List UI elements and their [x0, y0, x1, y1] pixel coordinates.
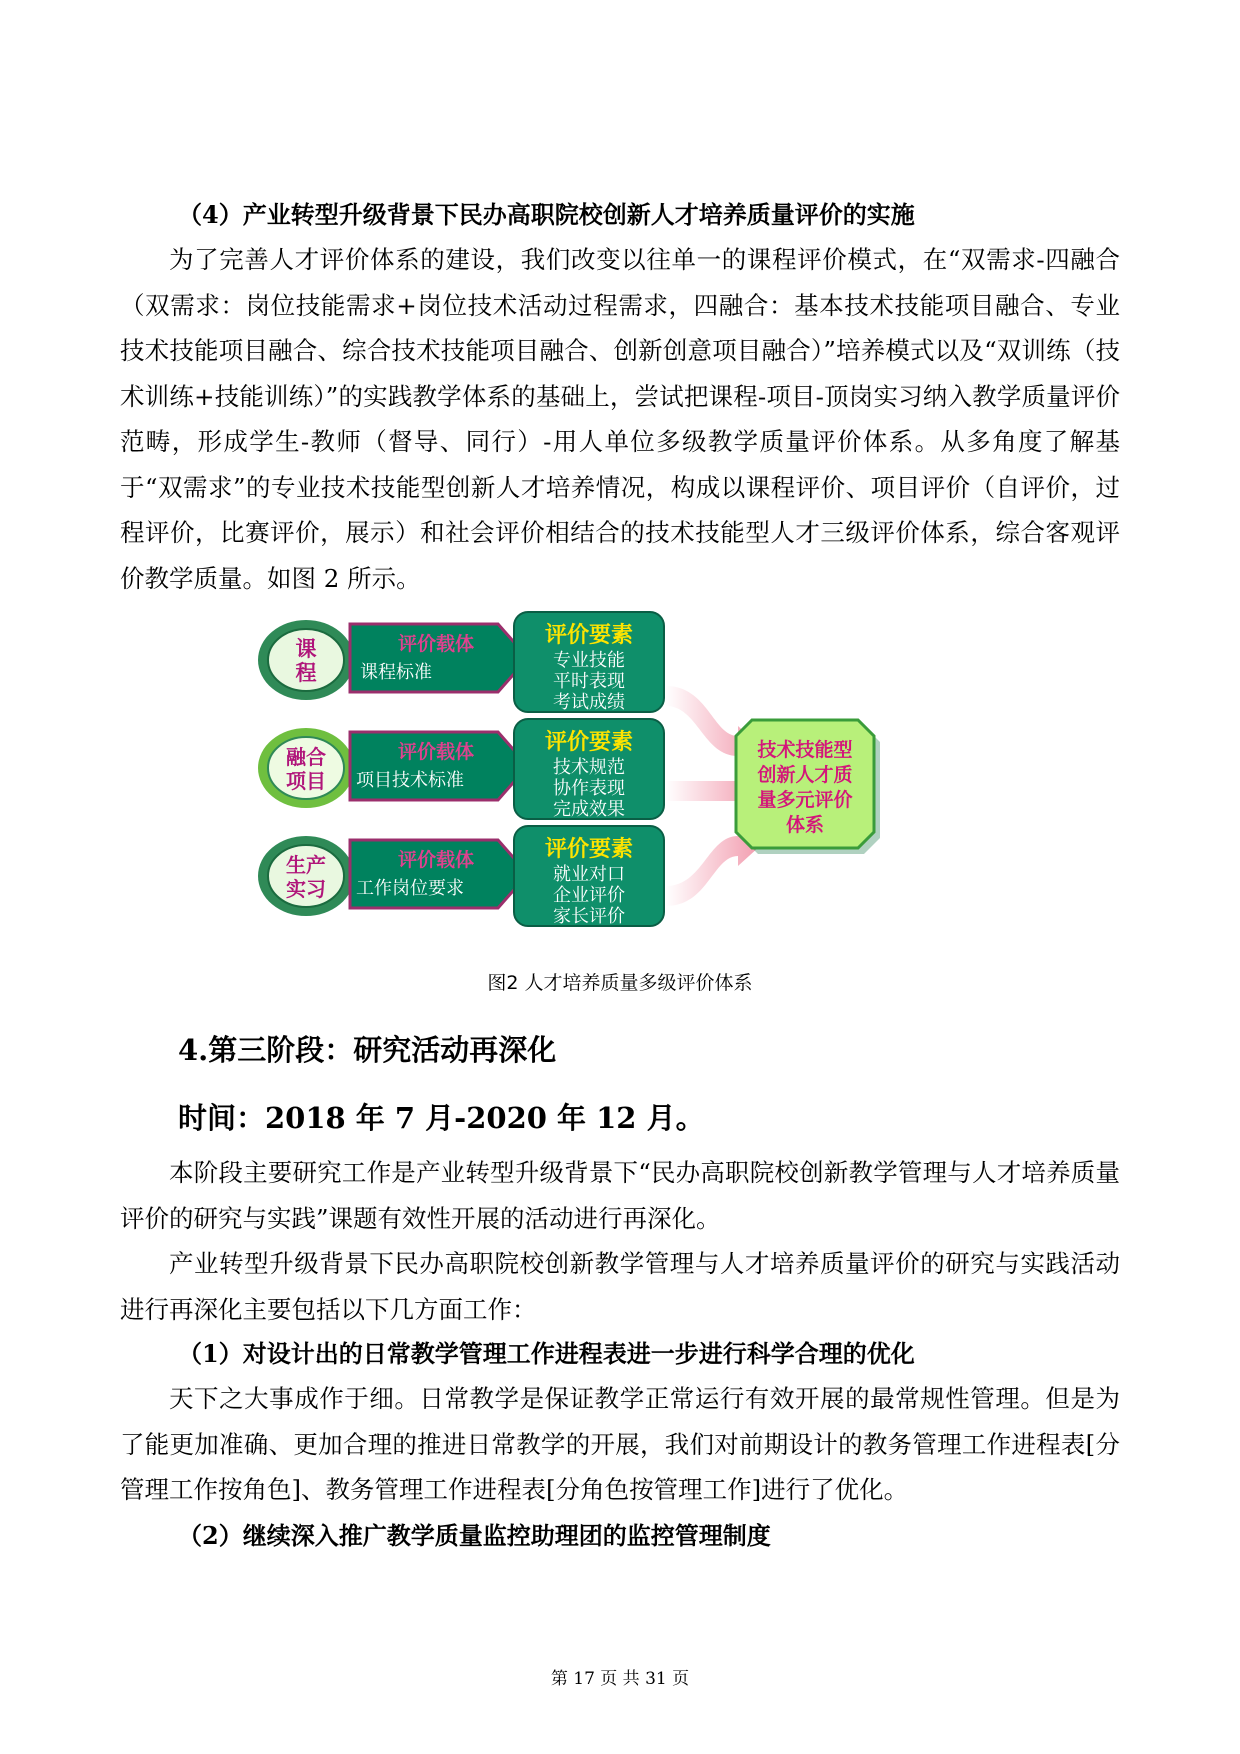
carrier-text: 项目技术标准: [356, 770, 464, 791]
result-text-line: 技术技能型: [757, 739, 853, 761]
carrier-title: 评价载体: [398, 741, 475, 763]
element-item: 平时表现: [553, 671, 625, 692]
result-text-line: 体系: [785, 814, 825, 836]
circle-text-line1: 融合: [286, 745, 326, 769]
element-item: 技术规范: [553, 757, 625, 778]
item1-paragraph: 天下之大事成作于细。日常教学是保证教学正常运行有效开展的最常规性管理。但是为了能更加准确、更加合理的推进日常教学的开展，我们对前期设计的教务管理工作进程表[分管理工作按角色]、教务管理工作进程表[分角色按管理工作]进行了优化。: [120, 1384, 1120, 1504]
stage-paragraph-1: 本阶段主要研究工作是产业转型升级背景下“民办高职院校创新教学管理与人才培养质量评价的研究与实践”课题有效性开展的活动进行再深化。: [120, 1158, 1120, 1233]
element-item: 协作表现: [553, 778, 625, 799]
element-item: 考试成绩: [553, 692, 625, 713]
stage-title: 4.第三阶段：研究活动再深化: [178, 1033, 557, 1067]
element-item: 专业技能: [553, 650, 625, 671]
element-item: 家长评价: [553, 906, 625, 927]
item1-heading: （1）对设计出的日常教学管理工作进程表进一步进行科学合理的优化: [178, 1339, 915, 1368]
page-footer: 第 17 页 共 31 页: [550, 1669, 690, 1689]
element-item: 就业对口: [553, 864, 625, 885]
elements-title: 评价要素: [544, 837, 634, 862]
item2-heading: （2）继续深入推广教学质量监控助理团的监控管理制度: [178, 1521, 771, 1550]
result-text-line: 创新人才质: [757, 764, 853, 786]
carrier-text: 课程标准: [360, 662, 432, 683]
carrier-title: 评价载体: [398, 633, 475, 655]
result-text-line: 量多元评价: [757, 789, 853, 811]
figure-caption: 图2 人才培养质量多级评价体系: [487, 972, 753, 994]
circle-text-line2: 项目: [286, 769, 326, 793]
element-item: 企业评价: [553, 885, 625, 906]
circle-text-line1: 课: [295, 637, 317, 661]
carrier-text: 工作岗位要求: [356, 878, 464, 899]
stage-time: 时间：2018 年 7 月-2020 年 12 月。: [178, 1101, 705, 1135]
elements-title: 评价要素: [544, 730, 634, 755]
circle-text-line2: 实习: [286, 877, 326, 901]
element-item: 完成效果: [553, 799, 625, 820]
circle-text-line2: 程: [295, 661, 317, 685]
circle-text-line1: 生产: [286, 853, 326, 877]
stage-paragraph-2: 产业转型升级背景下民办高职院校创新教学管理与人才培养质量评价的研究与实践活动进行再深化主要包括以下几方面工作：: [120, 1249, 1120, 1324]
evaluation-system-figure: [258, 606, 998, 958]
section-paragraph: 为了完善人才评价体系的建设，我们改变以往单一的课程评价模式，在“双需求-四融合（双需求：岗位技能需求+岗位技术活动过程需求，四融合：基本技术技能项目融合、专业技术技能项目融合、综合技术技能项目融合、创新创意项目融合）”培养模式以及“双训练（技术训练+技能训练）”的实践教学体系的基础上，尝试把课程-项目-顶岗实习纳入教学质量评价范畴，形成学生-教师（督导、同行）-用人单位多级教学质量评价体系。从多角度了解基于“双需求”的专业技术技能型创新人才培养情况，构成以课程评价、项目评价（自评价，过程评价，比赛评价，展示）和社会评价相结合的技术技能型人才三级评价体系，综合客观评价教学质量。如图 2 所示。: [120, 245, 1120, 593]
section-heading: （4）产业转型升级背景下民办高职院校创新人才培养质量评价的实施: [178, 200, 915, 229]
elements-title: 评价要素: [544, 623, 634, 648]
carrier-title: 评价载体: [398, 849, 475, 871]
